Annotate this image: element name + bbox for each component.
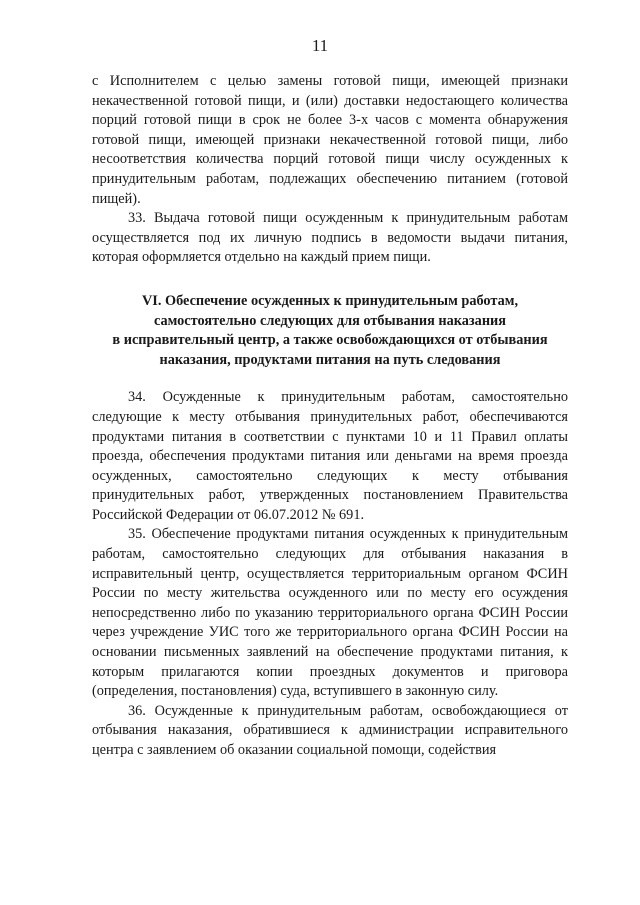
paragraph-35: 35. Обеспечение продуктами питания осужденных к принудительным работам, самостоятельно следующих для отбывания наказания в исправительный центр, осуществляется территориальным органом ФСИН России по месту жительства осужденного или по месту его осуждения непосредственно либо по указанию территориального органа ФСИН России через учреждение УИС того же территориального органа ФСИН России на основании письменных заявлений на обеспечение продуктами питания, к которым прилагаются копии проездных документов и приговора (определения, постановления) суда, вступившего в законную силу. xyxy=(92,526,568,700)
paragraph-36: 36. Осужденные к принудительным работам, освобождающиеся от отбывания наказания, обратившиеся к администрации исправительного центра с заявлением об оказании социальной помощи, содействия xyxy=(92,702,568,758)
paragraph-continuation: с Исполнителем с целью замены готовой пищи, имеющей признаки некачественной готовой пищи, и (или) доставки недостающего количества порций готовой пищи в срок не более 3-х часов с момента обнаружения готовой пищи, имеющей признаки некачественной готовой пищи, либо несоответствия количества порций готовой пищи числу осужденных к принудительным работам, подлежащих обеспечению питанием (готовой пищей). xyxy=(92,73,568,207)
document-body xyxy=(92,72,568,761)
page-number: 11 xyxy=(311,36,329,55)
section-heading-line: в исправительный центр, а также освобождающихся от отбывания xyxy=(112,332,548,349)
section-heading-line: наказания, продуктами питания на путь следования xyxy=(159,351,501,368)
paragraph-34: 34. Осужденные к принудительным работам, самостоятельно следующие к месту отбывания принудительных работ, обеспечиваются продуктами питания в соответствии с пунктами 10 и 11 Правил оплаты проезда, обеспечения продуктами питания или деньгами на время проезда осужденных, самостоятельно следующих к месту отбывания принудительных работ, утвержденных постановлением Правительства Российской Федерации от 06.07.2012 № 691. xyxy=(92,389,568,523)
paragraph-33: 33. Выдача готовой пищи осужденным к принудительным работам осуществляется под их личную подпись в ведомости выдачи питания, которая оформляется отдельно на каждый прием пищи. xyxy=(92,210,568,266)
section-heading-line: VI. Обеспечение осужденных к принудительным работам, xyxy=(141,292,519,309)
section-heading xyxy=(92,292,568,370)
section-heading-line: самостоятельно следующих для отбывания наказания xyxy=(153,312,507,329)
